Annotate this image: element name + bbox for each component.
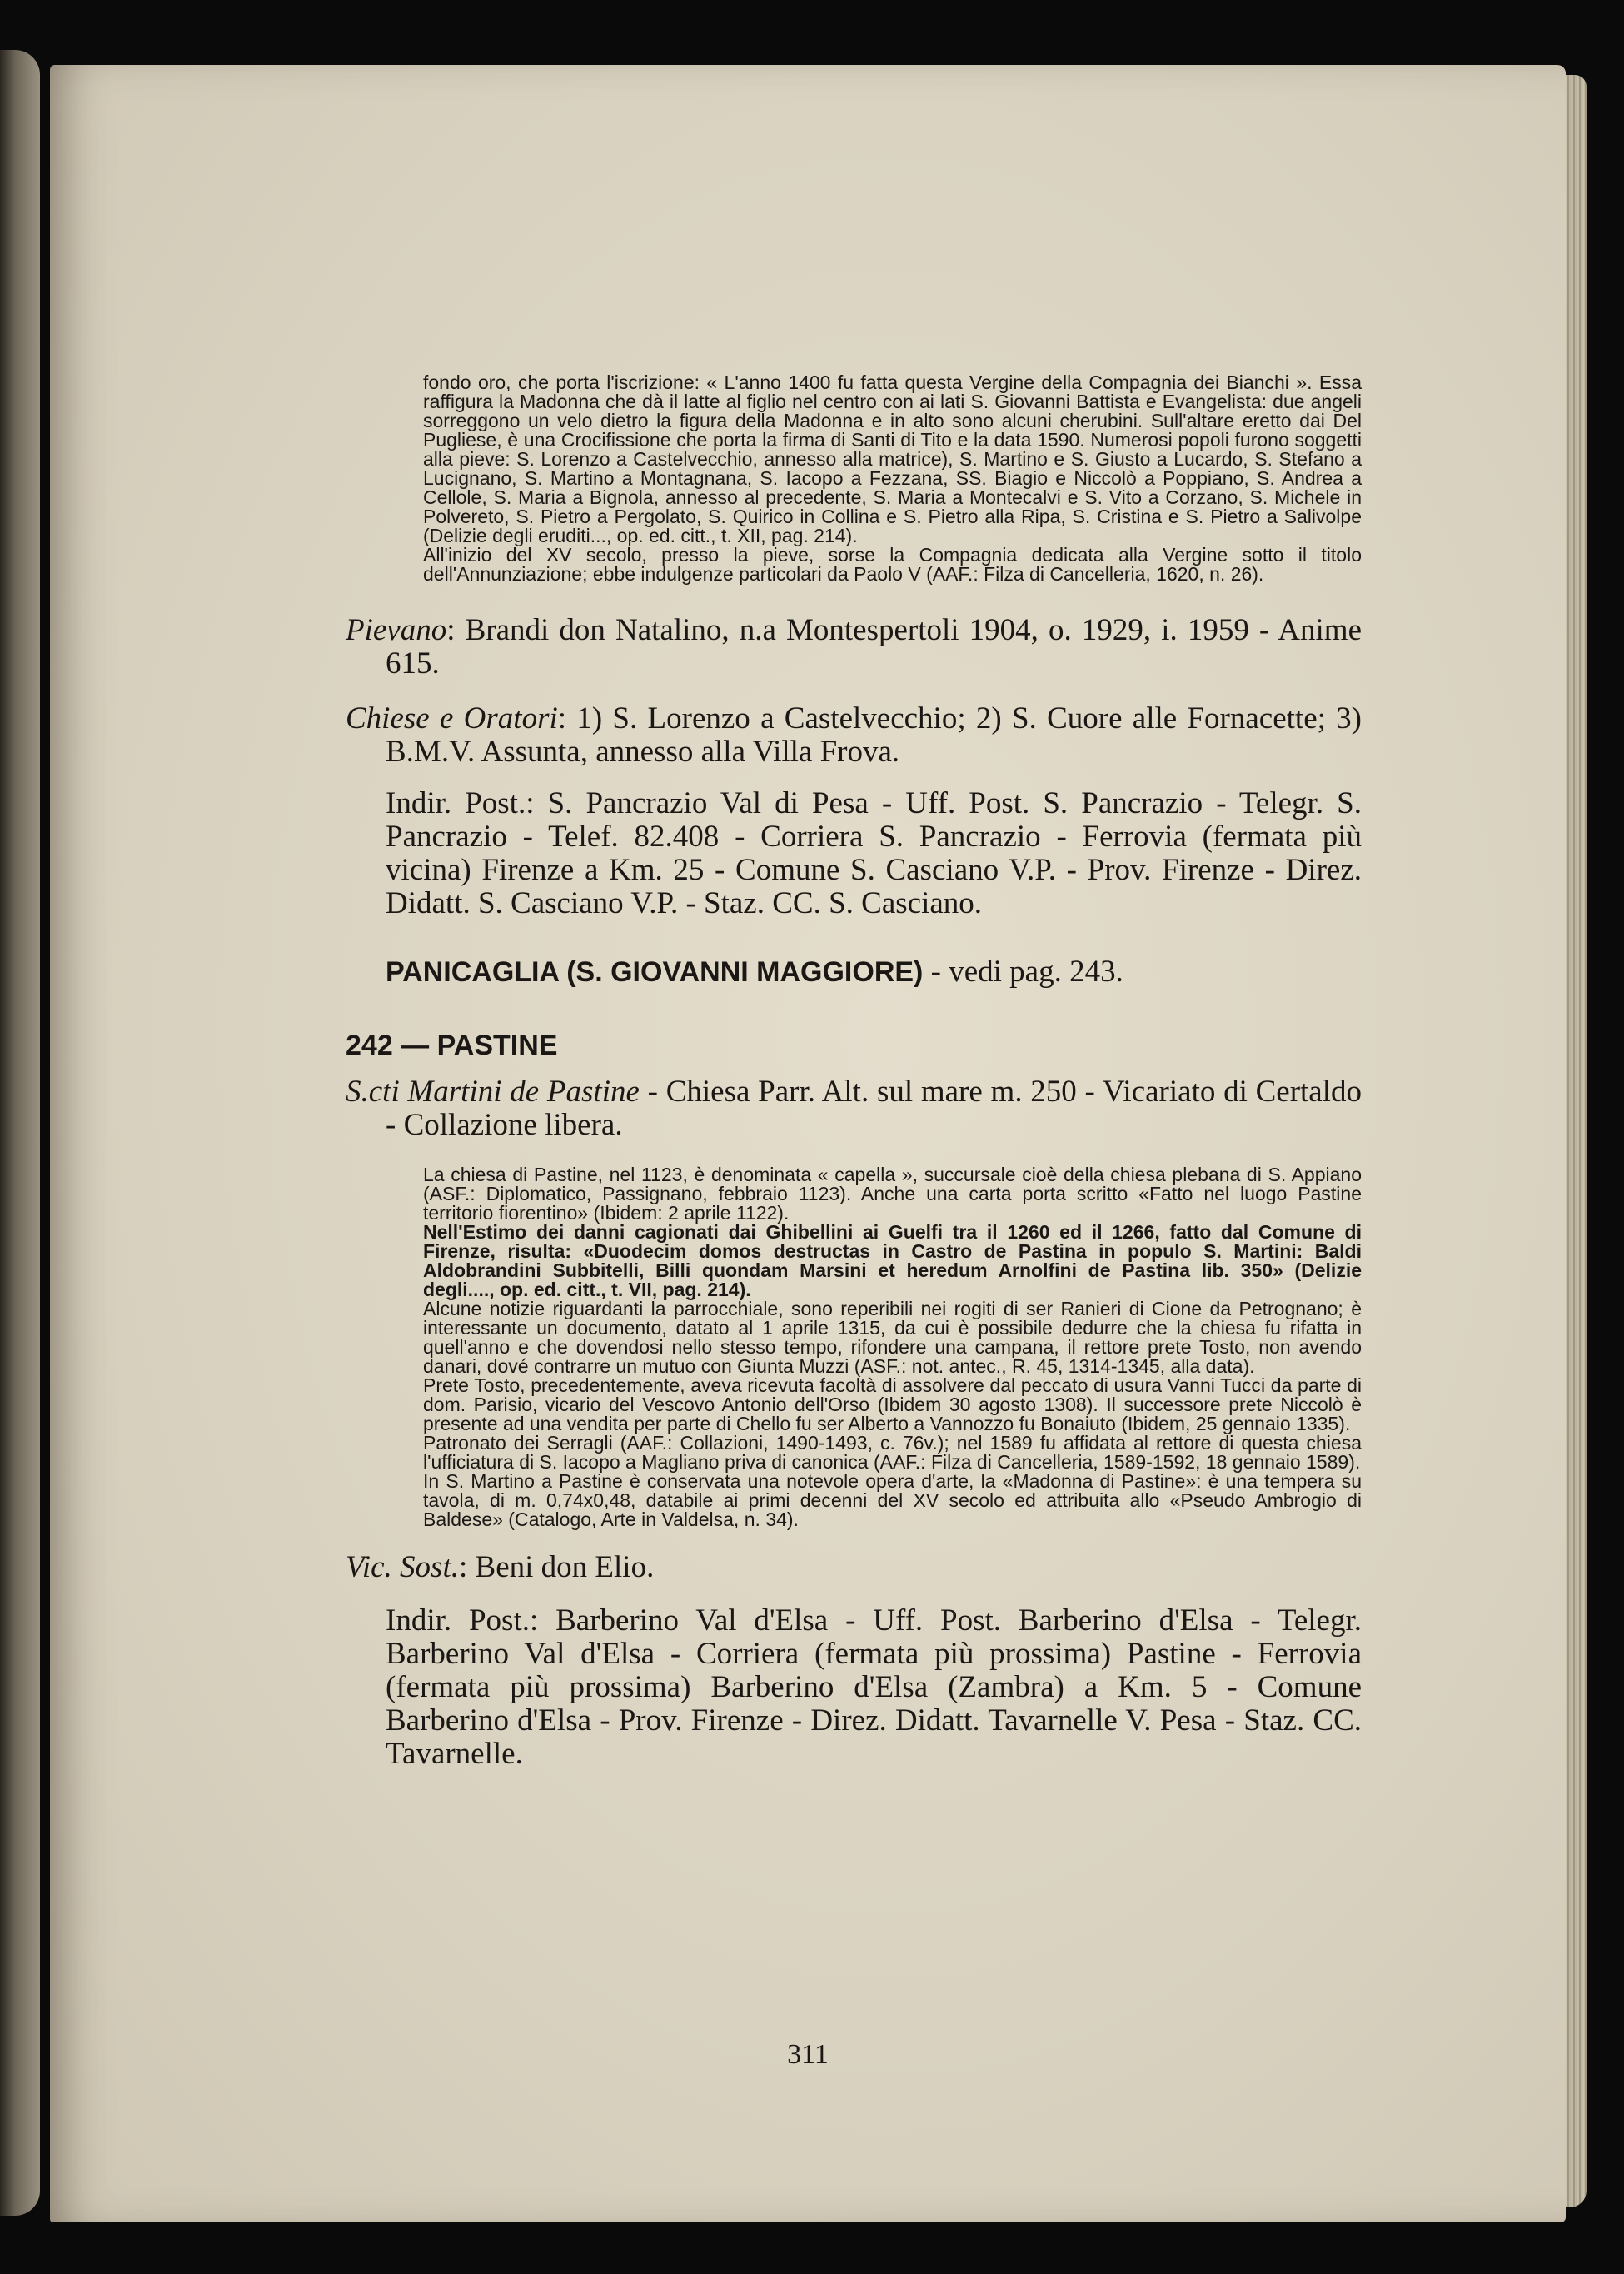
- pastine-intro-text: - Chiesa Parr. Alt. sul mare m. 250 - Vicariato di Certaldo - Collazione libera.: [386, 1075, 1362, 1142]
- panicaglia-title: PANICAGLIA (S. GIOVANNI MAGGIORE): [386, 956, 924, 988]
- facing-page-edge: [0, 50, 40, 2216]
- footnote-paragraph: Alcune notizie riguardanti la parrocchiale, sono reperibili nei rogiti di ser Ranieri di Cione da Petrognano; è interessante un documento, datato al 1 aprile 1315, da cui è possibile dedurre che la chiesa fu rifatta in quell'anno e che dovendosi nello stesso tempo, rifondere una campana, il rettore prete Tosto, non avendo danari, dové contrarre un mutuo con Giunta Muzzi (ASF.: not. antec., R. 45, 1314-1345, alla data).: [423, 1298, 1362, 1377]
- pievano-entry: [346, 614, 1362, 681]
- page-number: 311: [787, 2039, 829, 2070]
- pastine-church-name: S.cti Martini de Pastine: [346, 1075, 640, 1109]
- section-heading-pastine: 242 — PASTINE: [346, 1030, 558, 1061]
- panicaglia-ref: - vedi pag. 243.: [923, 955, 1123, 989]
- pievano-label: Pievano: [346, 613, 447, 647]
- panicaglia-entry: [346, 955, 1362, 989]
- pastine-intro: [346, 1075, 1362, 1142]
- footnote-block-pieve: [346, 373, 1362, 584]
- footnote-paragraph: fondo oro, che porta l'iscrizione: « L'anno 1400 fu fatta questa Vergine della Compagnia dei Bianchi ». Essa raffigura la Madonna che dà il latte al figlio nel centro con ai lati S. Giovanni Battista e Evangelista: due angeli sorreggono un velo dietro la figura della Madonna e in alto sono alcuni cherubini. Sull'altare eretto dai Del Pugliese, è una Crocifissione che porta la firma di Santi di Tito e la data 1590. Numerosi popoli furono soggetti alla pieve: S. Lorenzo a Castelvecchio, annesso alla matrice), S. Martino e S. Giusto a Lucardo, S. Stefano a Lucignano, S. Martino a Montagnana, S. Iacopo a Fezzana, SS. Biagio e Niccolò a Poppiano, S. Andrea a Cellole, S. Maria a Bignola, annesso al precedente, S. Maria a Montecalvi e S. Vito a Corzano, S. Michele in Polvereto, S. Pietro a Pergolato, S. Quirico in Collina e S. Pietro alla Ripa, S. Cristina e S. Pietro a Salivolpe (Delizie degli eruditi..., op. ed. citt., t. XII, pag. 214).: [423, 372, 1362, 546]
- footnote-paragraph: All'inizio del XV secolo, presso la pieve, sorse la Compagnia dedicata alla Vergine sotto il titolo dell'Annunziazione; ebbe indulgenze particolari da Paolo V (AAF.: Filza di Cancelleria, 1620, n. 26).: [423, 544, 1362, 585]
- chiese-text: : 1) S. Lorenzo a Castelvecchio; 2) S. Cuore alle Fornacette; 3) B.M.V. Assunta, annesso alla Villa Frova.: [386, 701, 1362, 769]
- footnote-paragraph: Prete Tosto, precedentemente, aveva ricevuta facoltà di assolvere dal peccato di usura Vanni Tucci da parte di dom. Parisio, vicario del Vescovo Antonio dell'Orso (Ibidem 30 agosto 1308). Il successore prete Niccolò è presente ad una vendita per parte di Chello fu ser Alberto a Vannozzo fu Bonaiuto (Ibidem, 25 gennaio 1335).: [423, 1374, 1362, 1434]
- chiese-label: Chiese e Oratori: [346, 701, 558, 736]
- pievano-text: : Brandi don Natalino, n.a Montespertoli 1904, o. 1929, i. 1959 - Anime 615.: [386, 613, 1362, 681]
- footnote-paragraph: Nell'Estimo dei danni cagionati dai Ghibellini ai Guelfi tra il 1260 ed il 1266, fatto dal Comune di Firenze, risulta: «Duodecim domos destructas in Castro de Pastina in populo S. Martini: Baldi Aldobrandini Subbitelli, Billi quondam Marsini et heredum Arnolfini de Pastina lib. 350» (Delizie degli...., op. ed. citt., t. VII, pag. 214).: [423, 1221, 1362, 1300]
- postal-info-pastine: Indir. Post.: Barberino Val d'Elsa - Uff. Post. Barberino d'Elsa - Telegr. Barberino Val d'Elsa - Corriera (fermata più prossima) Pastine - Ferrovia (fermata più prossima) Barberino d'Elsa (Zambra) a Km. 5 - Comune Barberino d'Elsa - Prov. Firenze - Direz. Didatt. Tavarnelle V. Pesa - Staz. CC. Tavarnelle.: [386, 1603, 1362, 1771]
- footnote-paragraph: In S. Martino a Pastine è conservata una notevole opera d'arte, la «Madonna di Pastine»: è una tempera su tavola, di m. 0,74x0,48, databile ai primi decenni del XV secolo ed attribuita allo «Pseudo Ambrogio di Baldese» (Catalogo, Arte in Valdelsa, n. 34).: [423, 1470, 1362, 1530]
- chiese-entry: [346, 702, 1362, 769]
- page-content: [346, 373, 1362, 1771]
- postal-info-castelvecchio: Indir. Post.: S. Pancrazio Val di Pesa - Uff. Post. S. Pancrazio - Telegr. S. Pancrazio - Telef. 82.408 - Corriera S. Pancrazio - Ferrovia (fermata più vicina) Firenze a Km. 25 - Comune S. Casciano V.P. - Prov. Firenze - Direz. Didatt. S. Casciano V.P. - Staz. CC. S. Casciano.: [386, 786, 1362, 920]
- vic-sost-text: : Beni don Elio.: [459, 1550, 655, 1584]
- footnote-block-pastine: [346, 1165, 1362, 1529]
- footnote-paragraph: La chiesa di Pastine, nel 1123, è denominata « capella », succursale cioè della chiesa plebana di S. Appiano (ASF.: Diplomatico, Passignano, febbraio 1123). Anche una carta porta scritto «Fatto nel luogo Pastine territorio fiorentino» (Ibidem: 2 aprile 1122).: [423, 1164, 1362, 1224]
- footnote-paragraph: Patronato dei Serragli (AAF.: Collazioni, 1490-1493, c. 76v.); nel 1589 fu affidata al rettore di questa chiesa l'ufficiatura di S. Iacopo a Magliano priva di canonica (AAF.: Filza di Cancelleria, 1589-1592, 18 gennaio 1589).: [423, 1432, 1362, 1473]
- vic-sost-label: Vic. Sost.: [346, 1550, 459, 1584]
- book-page: [50, 65, 1566, 2222]
- vic-sost-entry: [346, 1551, 1362, 1584]
